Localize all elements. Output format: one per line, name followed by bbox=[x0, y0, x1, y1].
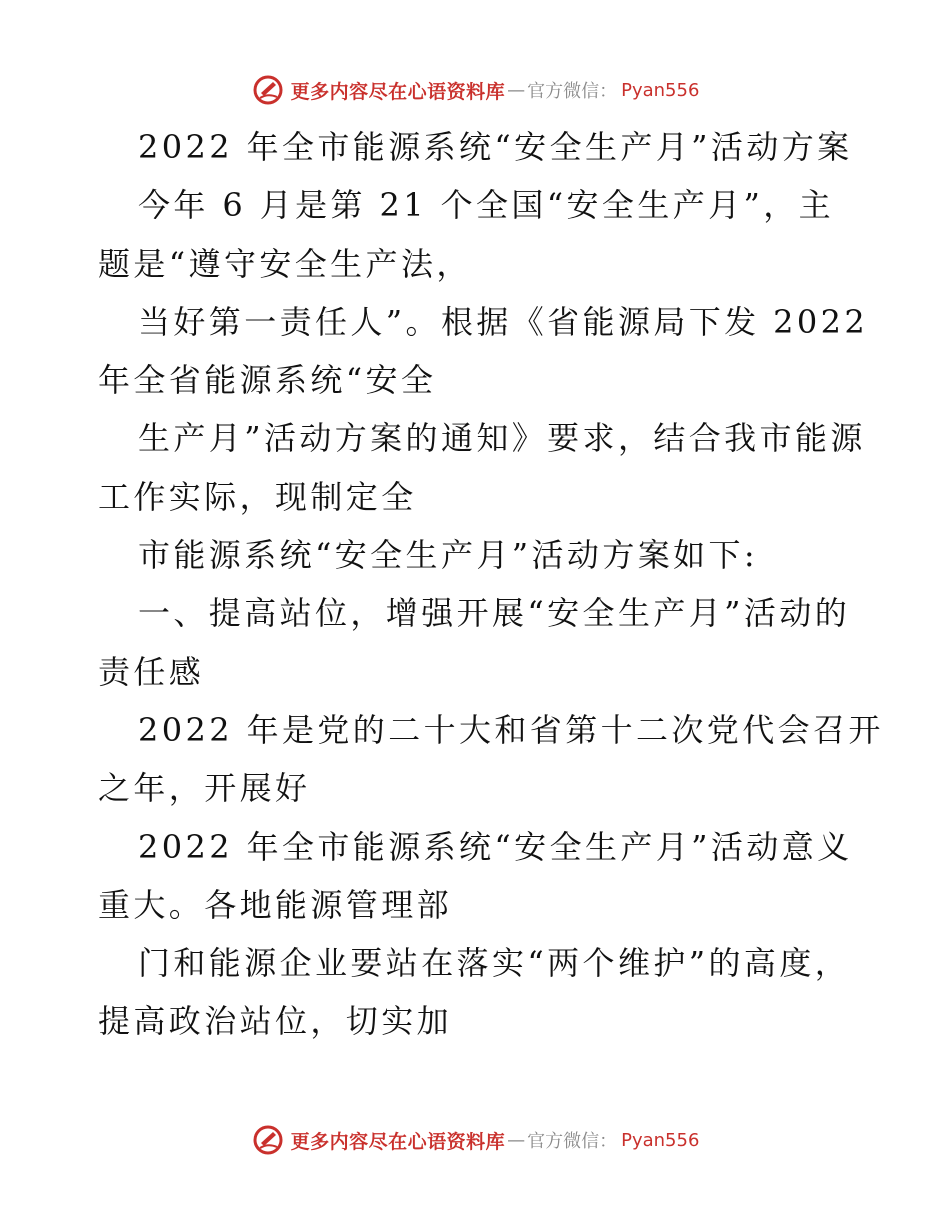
doc-line: 生产月”活动方案的通知》要求，结合我市能源 bbox=[138, 419, 866, 458]
header-contact-label: 官方微信： bbox=[527, 81, 618, 102]
doc-title-line: 2022 年全市能源系统“安全生产月”活动方案 bbox=[138, 128, 853, 166]
doc-line: 2022 年是党的二十大和省第十二次党代会召开 bbox=[138, 710, 884, 749]
document-body bbox=[98, 118, 884, 1051]
doc-line: 题是“遵守安全生产法， bbox=[98, 244, 472, 283]
doc-line: 当好第一责任人”。根据《省能源局下发 2022 bbox=[138, 302, 869, 341]
header-dash: — bbox=[507, 79, 526, 101]
doc-line: 工作实际，现制定全 bbox=[98, 477, 417, 516]
doc-line: 年全省能源系统“安全 bbox=[98, 361, 437, 400]
doc-line: 提高政治站位，切实加 bbox=[98, 1002, 453, 1041]
doc-section-heading-cont: 责任感 bbox=[98, 652, 205, 691]
doc-line: 之年，开展好 bbox=[98, 769, 311, 808]
doc-line: 2022 年全市能源系统“安全生产月”活动意义 bbox=[138, 827, 853, 866]
book-pen-logo-icon bbox=[251, 73, 285, 107]
footer-site-name: 更多内容尽在心语资料库 bbox=[290, 1130, 506, 1153]
header-banner bbox=[0, 70, 950, 110]
footer-banner bbox=[0, 1120, 950, 1160]
footer-dash: — bbox=[507, 1129, 526, 1151]
doc-line: 门和能源企业要站在落实“两个维护”的高度， bbox=[138, 944, 851, 983]
doc-line: 重大。各地能源管理部 bbox=[98, 885, 453, 924]
doc-section-heading: 一、提高站位，增强开展“安全生产月”活动的 bbox=[138, 594, 851, 633]
footer-contact-label: 官方微信： bbox=[527, 1131, 618, 1152]
header-site-name: 更多内容尽在心语资料库 bbox=[290, 80, 506, 103]
footer-wechat-id: Pyan556 bbox=[621, 1129, 700, 1151]
header-wechat-id: Pyan556 bbox=[621, 79, 700, 101]
doc-line: 今年 6 月是第 21 个全国“安全生产月”，主 bbox=[138, 186, 835, 225]
book-pen-logo-icon bbox=[251, 1123, 285, 1157]
doc-line: 市能源系统“安全生产月”活动方案如下: bbox=[138, 536, 759, 575]
